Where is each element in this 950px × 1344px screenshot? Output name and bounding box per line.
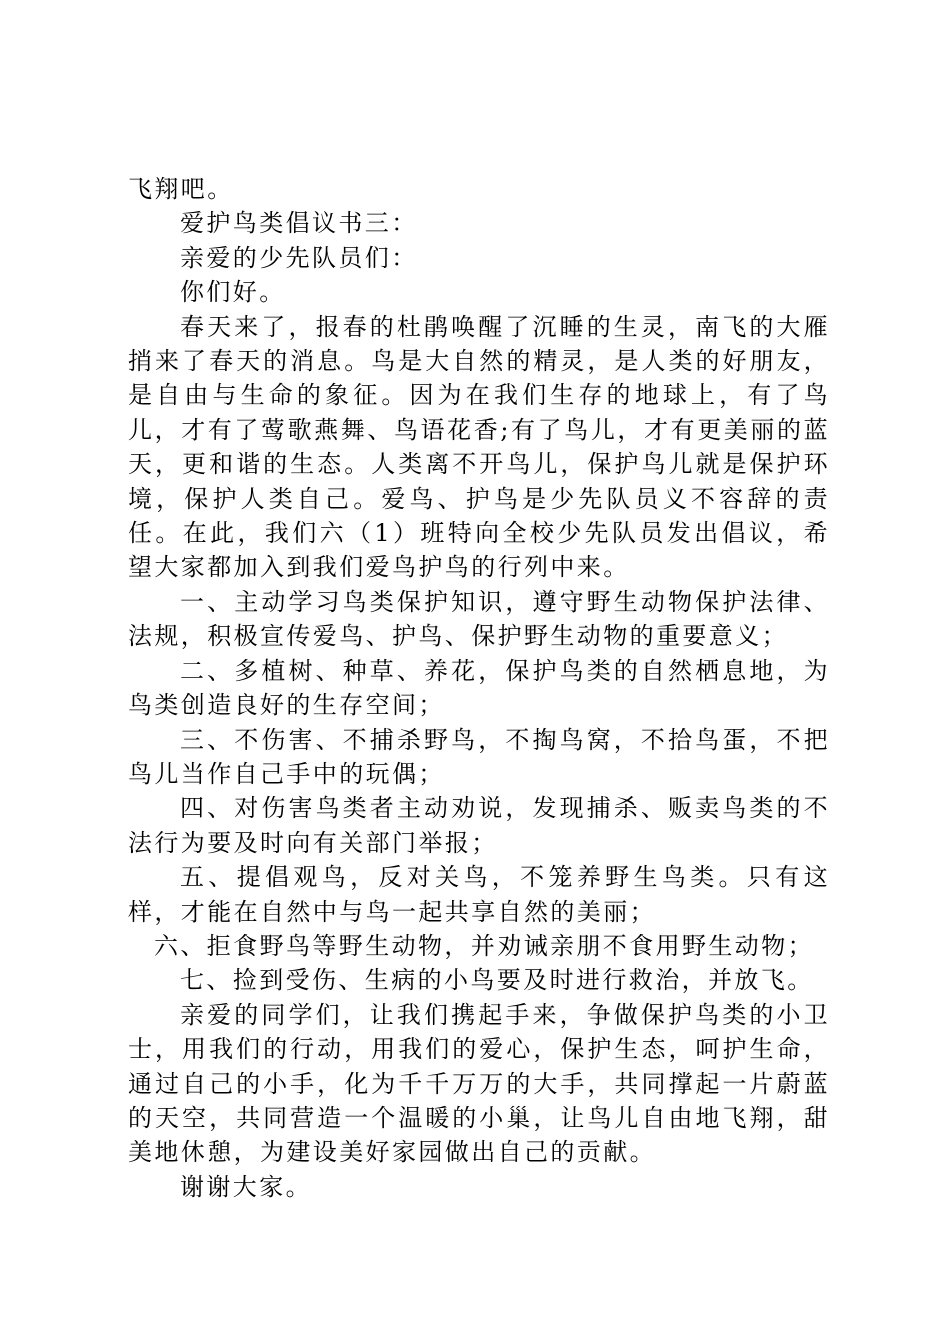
document-body (128, 172, 830, 1204)
continuation-line: 飞翔吧。 (128, 175, 234, 203)
proposal-heading: 爱护鸟类倡议书三： (180, 209, 418, 238)
proposal-item: 六、拒食野鸟等野生动物，并劝诫亲朋不食用野生动物； (154, 931, 814, 960)
proposal-item: 五、提倡观鸟，反对关鸟，不笼养野生鸟类。只有这样，才能在自然中与鸟一起共享自然的美丽； (128, 863, 830, 926)
closing-paragraph: 亲爱的同学们，让我们携起手来，争做保护鸟类的小卫士，用我们的行动，用我们的爱心，保护生态，呵护生命，通过自己的小手，化为千千万万的大手，共同撑起一片蔚蓝的天空，共同营造一个温暖的小巢，让鸟儿自由地飞翔，甜美地休憩，为建设美好家园做出自己的贡献。 (128, 1000, 830, 1167)
salutation: 亲爱的少先队员们： (180, 243, 418, 272)
intro-paragraph: 春天来了，报春的杜鹃唤醒了沉睡的生灵，南飞的大雁捎来了春天的消息。鸟是大自然的精灵，是人类的好朋友，是自由与生命的象征。因为在我们生存的地球上，有了鸟儿，才有了莺歌燕舞、鸟语花香;有了鸟儿，才有更美丽的蓝天，更和谐的生态。人类离不开鸟儿，保护鸟儿就是保护环境，保护人类自己。爱鸟、护鸟是少先队员义不容辞的责任。在此，我们六（1）班特向全校少先队员发出倡议，希望大家都加入到我们爱鸟护鸟的行列中来。 (128, 312, 830, 582)
greeting: 你们好。 (180, 278, 286, 307)
proposal-item: 一、主动学习鸟类保护知识，遵守野生动物保护法律、法规，积极宣传爱鸟、护鸟、保护野生动物的重要意义； (128, 587, 830, 651)
thanks-line: 谢谢大家。 (180, 1172, 312, 1201)
proposal-item: 三、不伤害、不捕杀野鸟，不掏鸟窝，不拾鸟蛋，不把鸟儿当作自己手中的玩偶； (128, 725, 830, 788)
proposal-item: 七、捡到受伤、生病的小鸟要及时进行救治，并放飞。 (180, 966, 814, 995)
proposal-item: 二、多植树、种草、养花，保护鸟类的自然栖息地，为鸟类创造良好的生存空间； (128, 656, 830, 720)
proposal-item: 四、对伤害鸟类者主动劝说，发现捕杀、贩卖鸟类的不法行为要及时向有关部门举报； (128, 794, 830, 857)
